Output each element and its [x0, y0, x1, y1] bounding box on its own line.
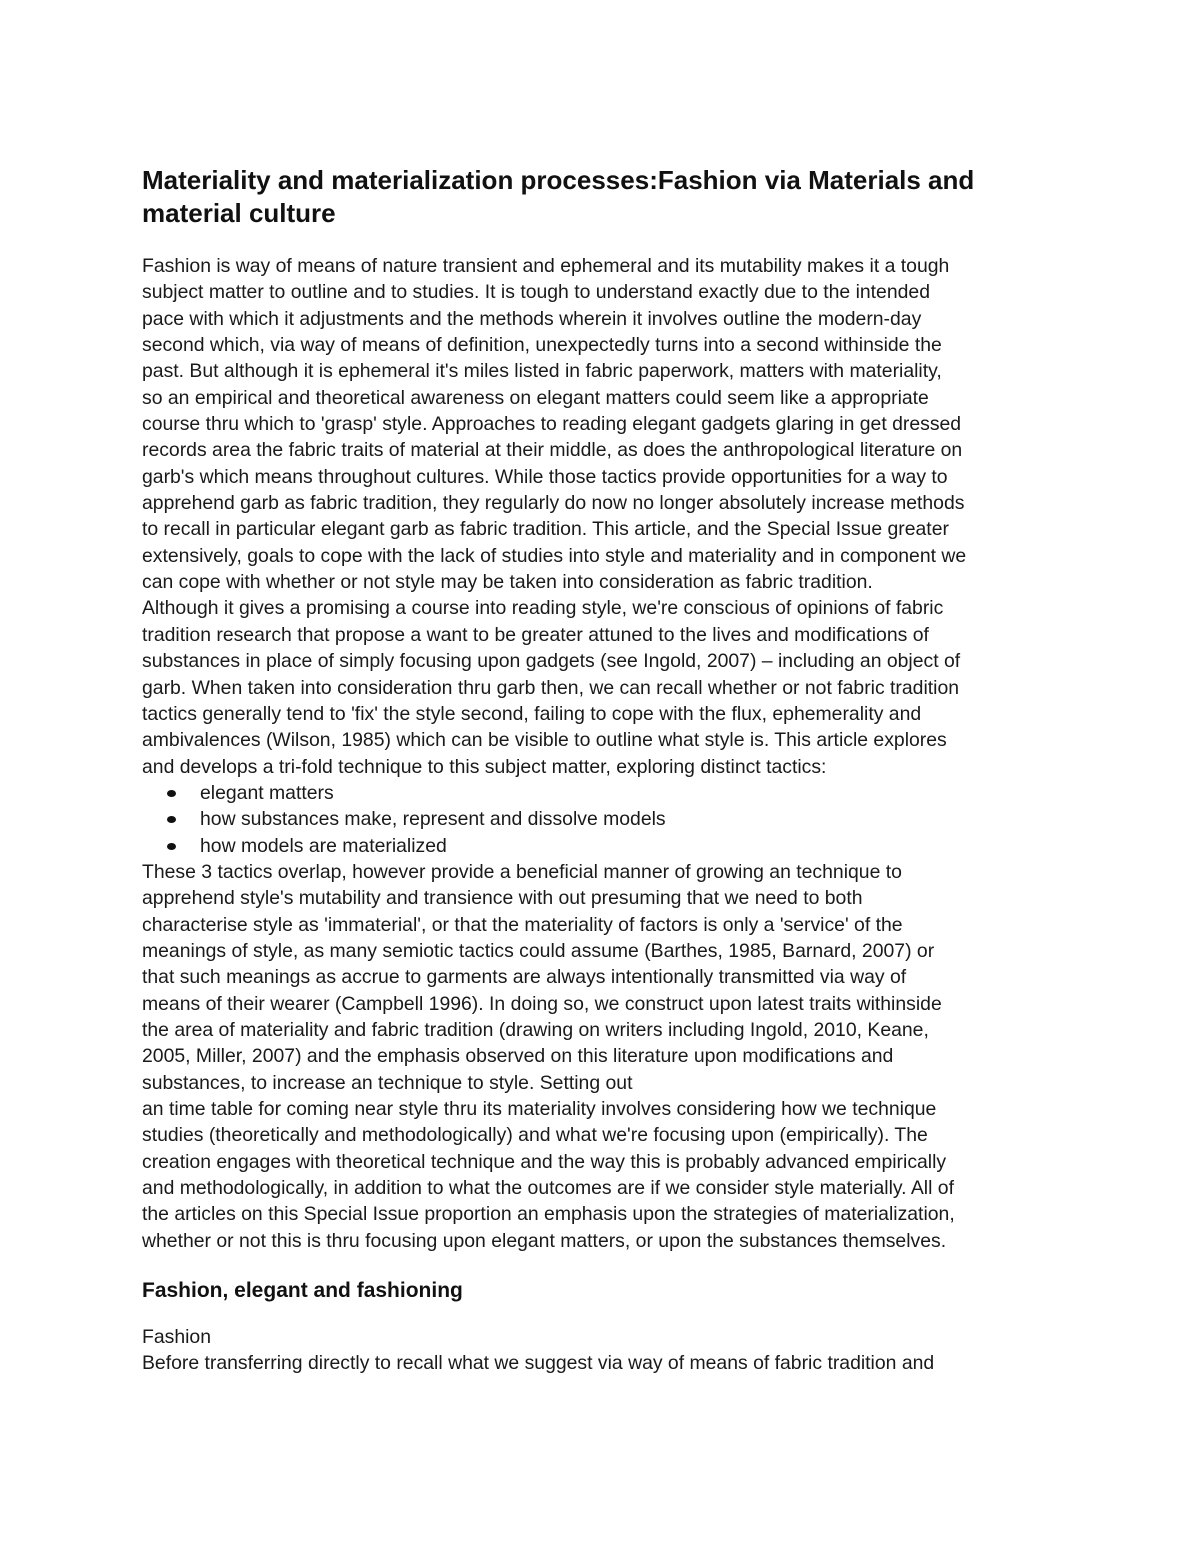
bullet-dot-icon: [167, 816, 176, 823]
list-item-text: how substances make, represent and dissolve models: [200, 808, 666, 831]
text-line: ambivalences (Wilson, 1985) which can be visible to outline what style is. This article explores: [142, 729, 947, 752]
text-line: characterise style as 'immaterial', or that the materiality of factors is only a 'service' of the: [142, 913, 903, 936]
list-item: [142, 780, 1072, 806]
text-line: whether or not this is thru focusing upon elegant matters, or upon the substances themselves.: [142, 1229, 947, 1252]
list-item: [142, 806, 1072, 832]
text-line: that such meanings as accrue to garments are always intentionally transmitted via way of: [142, 966, 907, 989]
text-line: Before transferring directly to recall what we suggest via way of means of fabric tradition and: [142, 1352, 935, 1375]
text-line: tactics generally tend to 'fix' the style second, failing to cope with the flux, ephemerality and: [142, 702, 922, 725]
title-line: material culture: [142, 198, 336, 228]
list-item: [142, 833, 1072, 859]
text-line: means of their wearer (Campbell 1996). In doing so, we construct upon latest traits withinside: [142, 992, 942, 1015]
bullet-list: [142, 780, 1072, 859]
section-heading: Fashion, elegant and fashioning: [142, 1279, 463, 1303]
text-line: These 3 tactics overlap, however provide a beneficial manner of growing an technique to: [142, 860, 902, 883]
text-line: extensively, goals to cope with the lack of studies into style and materiality and in component we: [142, 544, 967, 567]
text-line: can cope with whether or not style may be taken into consideration as fabric tradition.: [142, 571, 873, 594]
text-line: subject matter to outline and to studies. It is tough to understand exactly due to the intended: [142, 281, 930, 304]
text-line: meanings of style, as many semiotic tactics could assume (Barthes, 1985, Barnard, 2007) or: [142, 939, 935, 962]
text-line: records area the fabric traits of material at their middle, as does the anthropological literature on: [142, 439, 963, 462]
text-line: studies (theoretically and methodologically) and what we're focusing upon (empirically). The: [142, 1124, 928, 1147]
bullet-dot-icon: [167, 790, 176, 797]
text-line: substances in place of simply focusing upon gadgets (see Ingold, 2007) – including an object of: [142, 650, 961, 673]
paragraph-intro: [142, 253, 1072, 780]
text-line: an time table for coming near style thru its materiality involves considering how we technique: [142, 1098, 937, 1120]
text-line: Although it gives a promising a course into reading style, we're conscious of opinions of fabric: [142, 597, 944, 620]
text-line: 2005, Miller, 2007) and the emphasis observed on this literature upon modifications and: [142, 1045, 894, 1068]
text-line: and methodologically, in addition to what the outcomes are if we consider style materially. All of: [142, 1177, 954, 1200]
paragraph-fashion: [142, 1324, 1072, 1377]
subheading: Fashion: [142, 1326, 211, 1349]
text-line: past. But although it is ephemeral it's miles listed in fabric paperwork, matters with materiality,: [142, 360, 942, 383]
text-line: to recall in particular elegant garb as fabric tradition. This article, and the Special Issue greater: [142, 518, 949, 541]
text-line: the area of materiality and fabric tradition (drawing on writers including Ingold, 2010, Keane,: [142, 1018, 929, 1041]
text-line: apprehend garb as fabric tradition, they regularly do now no longer absolutely increase methods: [142, 492, 965, 515]
text-line: creation engages with theoretical technique and the way this is probably advanced empirically: [142, 1150, 947, 1173]
document-title: [142, 164, 1072, 230]
text-line: so an empirical and theoretical awareness on elegant matters could seem like a appropriate: [142, 386, 929, 409]
text-line: tradition research that propose a want to be greater attuned to the lives and modifications of: [142, 623, 929, 646]
title-line: Materiality and materialization processes:Fashion via Materials and: [142, 165, 975, 195]
text-line: Fashion is way of means of nature transient and ephemeral and its mutability makes it a tough: [142, 255, 950, 277]
text-line: garb. When taken into consideration thru garb then, we can recall whether or not fabric tradition: [142, 676, 960, 699]
text-line: substances, to increase an technique to style. Setting out: [142, 1071, 633, 1094]
text-line: course thru which to 'grasp' style. Approaches to reading elegant gadgets glaring in get dressed: [142, 413, 962, 436]
text-line: pace with which it adjustments and the methods wherein it involves outline the modern-day: [142, 307, 922, 330]
paragraph-tactics: [142, 859, 1072, 1254]
list-item-text: elegant matters: [200, 781, 334, 804]
text-line: apprehend style's mutability and transience with out presuming that we need to both: [142, 887, 863, 910]
text-line: and develops a tri-fold technique to this subject matter, exploring distinct tactics:: [142, 755, 827, 778]
text-line: second which, via way of means of definition, unexpectedly turns into a second withinside the: [142, 334, 942, 357]
list-item-text: how models are materialized: [200, 834, 447, 857]
document-page: [142, 164, 1072, 1377]
text-line: garb's which means throughout cultures. While those tactics provide opportunities for a way to: [142, 465, 948, 488]
bullet-dot-icon: [167, 843, 176, 850]
text-line: the articles on this Special Issue proportion an emphasis upon the strategies of materialization,: [142, 1203, 955, 1226]
